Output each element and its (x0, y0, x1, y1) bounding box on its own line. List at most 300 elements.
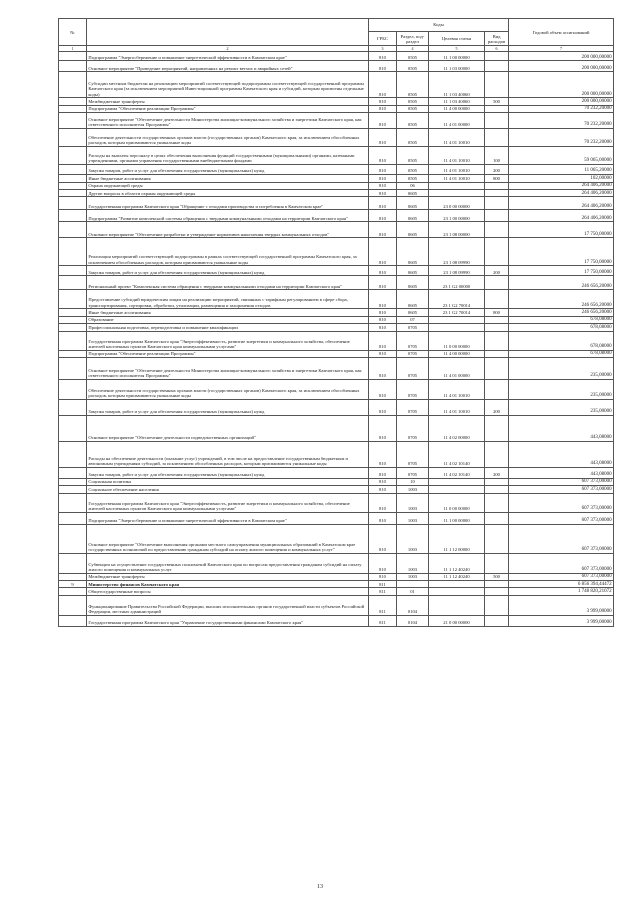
row-number (59, 512, 87, 524)
row-amount: 1 748 820,21072 (509, 588, 614, 595)
row-number (59, 309, 87, 316)
row-number (59, 105, 87, 112)
row-expense-type (485, 61, 509, 72)
row-grbs: 810 (369, 357, 397, 379)
row-grbs: 810 (369, 113, 397, 129)
row-name: Обеспечение деятельности государственных органов власти (государственных органов) Камчатского края, за исключением обособленных расходов, которым присваиваются уникальные коды (87, 379, 369, 399)
row-name: Подпрограмма "Развитие комплексной системы обращения с твердыми коммунальными отходами на территории Камчатского края" (87, 210, 369, 222)
row-grbs: 811 (369, 595, 397, 615)
row-number (59, 238, 87, 266)
table-row (59, 331, 614, 350)
row-target: 23 1 08 09990 (429, 266, 485, 276)
row-name: Государственная программа Камчатского края "Обращение с отходами производства и потребления в Камчатском крае" (87, 197, 369, 210)
header-name (87, 19, 369, 46)
row-amount: 607 373,00000 (509, 486, 614, 493)
table-row (59, 512, 614, 524)
row-expense-type (485, 189, 509, 196)
row-number (59, 467, 87, 478)
row-grbs: 810 (369, 415, 397, 441)
table-row (59, 197, 614, 210)
row-number (59, 61, 87, 72)
table-row (59, 210, 614, 222)
row-name: Основное мероприятие "Обеспечение деятельности подведомственных организаций" (87, 415, 369, 441)
row-grbs: 810 (369, 467, 397, 478)
table-row (59, 129, 614, 147)
table-row (59, 309, 614, 316)
row-grbs: 810 (369, 189, 397, 196)
row-section: 0605 (397, 276, 429, 290)
row-name: Основное мероприятие "Обеспечение деятельности Министерства жилищно-коммунального хозяйства и энергетики Камчатского края, как ответственного исполнителя Программы" (87, 357, 369, 379)
row-section: 0505 (397, 98, 429, 105)
row-amount: 678,08000 (509, 316, 614, 323)
row-expense-type (485, 595, 509, 615)
row-number (59, 573, 87, 580)
row-amount: 70 232,20000 (509, 105, 614, 112)
row-grbs: 810 (369, 512, 397, 524)
table-row (59, 182, 614, 189)
row-number (59, 379, 87, 399)
row-section: 0705 (397, 399, 429, 415)
row-grbs: 811 (369, 615, 397, 626)
row-target: 11 4 01 10010 (429, 147, 485, 165)
row-amount: 102,00000 (509, 175, 614, 182)
row-target: 11 0 00 00000 (429, 493, 485, 512)
row-name: Иные бюджетные ассигнования (87, 309, 369, 316)
row-name: Подпрограмма "Обеспечение реализации Программы" (87, 350, 369, 357)
row-expense-type (485, 290, 509, 309)
row-target: 11 1 12 40240 (429, 573, 485, 580)
row-section: 0104 (397, 615, 429, 626)
row-number (59, 357, 87, 379)
row-expense-type (485, 415, 509, 441)
row-number (59, 493, 87, 512)
row-name: Общегосударственные вопросы (87, 588, 369, 595)
row-grbs: 810 (369, 182, 397, 189)
row-target: 11 4 01 10010 (429, 379, 485, 399)
table-row (59, 98, 614, 105)
row-expense-type: 200 (485, 165, 509, 175)
row-name: Иные бюджетные ассигнования (87, 175, 369, 182)
row-name: Региональный проект "Комплексная система обращения с твердыми коммунальными отходами на территории Камчатского края" (87, 276, 369, 290)
table-row (59, 493, 614, 512)
row-name: Субвенции на осуществление государственных полномочий Камчатского края по вопросам предоставления гражданам субсидий на оплату жилого помещения и коммунальных услуг (87, 553, 369, 573)
row-name: Профессиональная подготовка, переподготовка и повышение квалификации (87, 324, 369, 331)
row-section: 0505 (397, 147, 429, 165)
row-number (59, 222, 87, 238)
table-row (59, 105, 614, 112)
table-row (59, 379, 614, 399)
row-expense-type (485, 222, 509, 238)
row-expense-type (485, 524, 509, 553)
table-row (59, 524, 614, 553)
row-grbs: 810 (369, 399, 397, 415)
budget-table (58, 18, 614, 627)
row-expense-type (485, 581, 509, 588)
row-section: 1003 (397, 524, 429, 553)
row-section: 10 (397, 478, 429, 485)
table-row (59, 147, 614, 165)
row-expense-type: 500 (485, 573, 509, 580)
row-grbs: 810 (369, 266, 397, 276)
row-amount: 607 373,00000 (509, 512, 614, 524)
table-row (59, 189, 614, 196)
row-name: Основное мероприятие "Обеспечение выполнения органами местного самоуправления муниципальных образований в Камчатском крае государственных полномочий по предоставлению гражданам субсидий на оплату жилого помещения и коммунальных услуг" (87, 524, 369, 553)
col-number: 3 (369, 46, 397, 52)
row-grbs: 810 (369, 379, 397, 399)
row-number (59, 165, 87, 175)
row-number (59, 72, 87, 98)
table-row (59, 222, 614, 238)
row-name: Закупка товаров, работ и услуг для обеспечения государственных (муниципальных) нужд (87, 165, 369, 175)
table-row (59, 478, 614, 485)
row-target: 11 4 02 10140 (429, 441, 485, 467)
row-number (59, 129, 87, 147)
row-amount: 607 373,00000 (509, 524, 614, 553)
row-name: Расходы на выплаты персоналу в целях обеспечения выполнения функций государственными (муниципальными) органами, казенными учреждениями, органами управления государственными внебюджетными фондами (87, 147, 369, 165)
row-number (59, 415, 87, 441)
table-row (59, 165, 614, 175)
row-number (59, 350, 87, 357)
table-row (59, 238, 614, 266)
row-target: 11 4 01 10010 (429, 165, 485, 175)
row-grbs: 810 (369, 175, 397, 182)
row-target (429, 478, 485, 485)
row-amount: 264 406,20000 (509, 197, 614, 210)
row-expense-type (485, 182, 509, 189)
row-name: Государственная программа Камчатского края "Энергоэффективность, развитие энергетики и коммунального хозяйства, обеспечение жителей населенных пунктов Камчатского края коммунальными услугами" (87, 331, 369, 350)
row-grbs: 810 (369, 290, 397, 309)
row-section: 1003 (397, 512, 429, 524)
row-target: 11 4 02 10140 (429, 467, 485, 478)
row-grbs: 810 (369, 350, 397, 357)
row-name: Субсидии местным бюджетам на реализацию мероприятий соответствующей подпрограммы соответствующей государственной программы Камчатского края (за исключением мероприятий Инвестиционной программы Камчатского края и субсидий, которым присвоены отдельные коды) (87, 72, 369, 98)
row-section: 1003 (397, 573, 429, 580)
table-row (59, 573, 614, 580)
row-grbs: 810 (369, 486, 397, 493)
table-row (59, 399, 614, 415)
row-expense-type: 800 (485, 175, 509, 182)
row-number (59, 98, 87, 105)
row-target (429, 324, 485, 331)
row-section: 0505 (397, 113, 429, 129)
row-amount: 200 000,00000 (509, 98, 614, 105)
row-target: 11 4 01 00000 (429, 113, 485, 129)
row-grbs: 811 (369, 581, 397, 588)
row-number (59, 588, 87, 595)
row-amount: 678,08000 (509, 331, 614, 350)
row-name: Подпрограмма "Энергосбережение и повышение энергетической эффективности в Камчатском крае" (87, 52, 369, 61)
row-expense-type (485, 316, 509, 323)
row-name: Основное мероприятие "Проведение мероприятий, направленных на ремонт ветхих и аварийных сетей" (87, 61, 369, 72)
row-amount: 607 373,00000 (509, 553, 614, 573)
row-target: 11 0 00 00000 (429, 331, 485, 350)
row-grbs: 810 (369, 276, 397, 290)
row-section: 0705 (397, 357, 429, 379)
row-name: Государственная программа Камчатского края "Управление государственными финансами Камчатского края" (87, 615, 369, 626)
row-expense-type: 200 (485, 467, 509, 478)
col-number: 5 (429, 46, 485, 52)
row-target: 11 4 01 00000 (429, 357, 485, 379)
row-target: 11 1 12 40240 (429, 553, 485, 573)
row-section: 0605 (397, 266, 429, 276)
row-amount: 264 406,20000 (509, 210, 614, 222)
row-number (59, 399, 87, 415)
row-target (429, 189, 485, 196)
row-target: 11 4 00 00000 (429, 350, 485, 357)
row-target: 11 4 01 10010 (429, 129, 485, 147)
row-grbs: 811 (369, 588, 397, 595)
row-section: 0505 (397, 175, 429, 182)
row-number (59, 210, 87, 222)
row-name: Межбюджетные трансферты (87, 98, 369, 105)
row-number: 9 (59, 581, 87, 588)
row-target (429, 182, 485, 189)
table-row (59, 615, 614, 626)
table-row (59, 588, 614, 595)
row-grbs: 810 (369, 210, 397, 222)
row-grbs: 810 (369, 238, 397, 266)
row-name: Социальное обеспечение населения (87, 486, 369, 493)
row-expense-type (485, 553, 509, 573)
row-expense-type: 200 (485, 266, 509, 276)
row-name: Основное мероприятие "Обеспечение деятельности Министерства жилищно-коммунального хозяйства и энергетики Камчатского края, как ответственного исполнителя Программы" (87, 113, 369, 129)
row-section: 0705 (397, 467, 429, 478)
row-number (59, 113, 87, 129)
row-grbs: 810 (369, 98, 397, 105)
row-expense-type (485, 357, 509, 379)
row-amount: 678,08000 (509, 350, 614, 357)
row-name: Другие вопросы в области охраны окружающей среды (87, 189, 369, 196)
row-section: 0605 (397, 189, 429, 196)
row-number (59, 147, 87, 165)
row-name: Подпрограмма "Энергосбережение и повышение энергетической эффективности в Камчатском крае" (87, 512, 369, 524)
row-amount: 264 406,20000 (509, 182, 614, 189)
row-expense-type (485, 52, 509, 61)
table-row (59, 553, 614, 573)
row-section: 01 (397, 588, 429, 595)
row-expense-type (485, 197, 509, 210)
row-grbs: 810 (369, 324, 397, 331)
row-expense-type (485, 588, 509, 595)
row-number (59, 189, 87, 196)
row-grbs: 810 (369, 493, 397, 512)
row-grbs: 810 (369, 52, 397, 61)
header-annual-volume: Годовой объем ассигнований (509, 19, 614, 46)
header-expense-type: Вид расходов (485, 32, 509, 46)
page-number: 13 (317, 884, 323, 890)
row-expense-type: 800 (485, 309, 509, 316)
table-row (59, 486, 614, 493)
row-number (59, 615, 87, 626)
row-number (59, 595, 87, 615)
row-amount: 235,00000 (509, 379, 614, 399)
row-amount: 3 999,00000 (509, 615, 614, 626)
row-target: 11 1 03 40060 (429, 72, 485, 98)
row-number (59, 52, 87, 61)
row-number (59, 478, 87, 485)
row-section: 0705 (397, 441, 429, 467)
row-target: 23 1 08 00000 (429, 222, 485, 238)
row-target: 23 1 G2 00000 (429, 276, 485, 290)
col-number: 6 (485, 46, 509, 52)
row-expense-type (485, 379, 509, 399)
row-target: 23 0 00 00000 (429, 197, 485, 210)
header-grbs: ГРБС (369, 32, 397, 46)
row-section: 0505 (397, 52, 429, 61)
row-grbs: 810 (369, 316, 397, 323)
row-amount: 235,00000 (509, 357, 614, 379)
row-section: 0605 (397, 238, 429, 266)
row-grbs: 810 (369, 553, 397, 573)
row-grbs: 810 (369, 309, 397, 316)
row-expense-type (485, 129, 509, 147)
row-grbs: 810 (369, 72, 397, 98)
row-amount: 200 000,00000 (509, 72, 614, 98)
row-section: 06 (397, 182, 429, 189)
table-row (59, 415, 614, 441)
row-name: Закупка товаров, работ и услуг для обеспечения государственных (муниципальных) нужд (87, 467, 369, 478)
header-num: № (59, 19, 87, 46)
row-name: Образование (87, 316, 369, 323)
table-row (59, 266, 614, 276)
row-target: 11 1 00 00000 (429, 52, 485, 61)
row-section: 0505 (397, 105, 429, 112)
table-row (59, 467, 614, 478)
row-grbs: 810 (369, 61, 397, 72)
row-target (429, 581, 485, 588)
row-amount: 3 999,00000 (509, 595, 614, 615)
document-page (58, 18, 613, 627)
row-amount: 443,08000 (509, 441, 614, 467)
row-expense-type: 200 (485, 399, 509, 415)
table-row (59, 175, 614, 182)
row-number (59, 276, 87, 290)
row-expense-type (485, 493, 509, 512)
row-amount: 607 373,00000 (509, 493, 614, 512)
table-row (59, 324, 614, 331)
row-expense-type (485, 238, 509, 266)
row-section: 0104 (397, 595, 429, 615)
row-amount: 70 232,20000 (509, 129, 614, 147)
row-name: Закупка товаров, работ и услуг для обеспечения государственных (муниципальных) нужд (87, 399, 369, 415)
table-row (59, 350, 614, 357)
row-amount: 6 856 394,44472 (509, 581, 614, 588)
row-number (59, 197, 87, 210)
row-amount: 607 373,00000 (509, 478, 614, 485)
row-amount: 246 656,20000 (509, 290, 614, 309)
row-number (59, 182, 87, 189)
row-target: 23 1 08 09990 (429, 238, 485, 266)
row-amount: 200 000,00000 (509, 52, 614, 61)
row-amount: 59 065,00000 (509, 147, 614, 165)
row-name: Социальная политика (87, 478, 369, 485)
col-number: 4 (397, 46, 429, 52)
row-amount: 264 406,20000 (509, 189, 614, 196)
row-amount: 235,00000 (509, 399, 614, 415)
row-section: 0605 (397, 210, 429, 222)
row-expense-type (485, 276, 509, 290)
row-number (59, 553, 87, 573)
row-expense-type (485, 441, 509, 467)
row-expense-type (485, 324, 509, 331)
row-target: 11 1 12 00000 (429, 524, 485, 553)
row-grbs: 810 (369, 129, 397, 147)
col-number: 1 (59, 46, 87, 52)
row-target: 11 4 01 10010 (429, 175, 485, 182)
row-grbs: 810 (369, 197, 397, 210)
table-row (59, 113, 614, 129)
row-grbs: 810 (369, 165, 397, 175)
row-expense-type (485, 478, 509, 485)
row-name: Охрана окружающей среды (87, 182, 369, 189)
row-name: Закупка товаров, работ и услуг для обеспечения государственных (муниципальных) нужд (87, 266, 369, 276)
row-target (429, 595, 485, 615)
col-number: 2 (87, 46, 369, 52)
row-target: 11 4 00 00000 (429, 105, 485, 112)
row-name: Государственная программа Камчатского края "Энергоэффективность, развитие энергетики и коммунального хозяйства, обеспечение жителей населенных пунктов Камчатского края коммунальными услугами" (87, 493, 369, 512)
row-number (59, 266, 87, 276)
row-section: 0705 (397, 350, 429, 357)
row-target: 11 1 03 00000 (429, 61, 485, 72)
row-grbs: 810 (369, 573, 397, 580)
row-number (59, 441, 87, 467)
row-section: 0505 (397, 72, 429, 98)
row-name: Основное мероприятие "Обеспечение разработки и утверждение нормативов накопления твердых коммунальных отходов" (87, 222, 369, 238)
row-amount: 607 373,00000 (509, 573, 614, 580)
row-amount: 200 000,00000 (509, 61, 614, 72)
row-grbs: 810 (369, 524, 397, 553)
row-expense-type (485, 486, 509, 493)
row-target: 23 1 G2 70014 (429, 309, 485, 316)
table-row (59, 276, 614, 290)
row-name: Расходы на обеспечение деятельности (оказание услуг) учреждений, в том числе на предоставление государственным бюджетным и автономным учреждениям субсидий, за исключением обособленных расходов, которым присваиваются уникальные коды (87, 441, 369, 467)
row-section: 0605 (397, 309, 429, 316)
row-section: 0605 (397, 290, 429, 309)
row-target (429, 588, 485, 595)
row-expense-type (485, 350, 509, 357)
row-name: Предоставление субсидий юридическим лицам на реализацию мероприятий, связанных с тарифным регулированием в сфере сбора, транспортирования, сортировки, обработки, утилизации, размещения и захоронения отходов (87, 290, 369, 309)
row-target (429, 316, 485, 323)
row-target: 11 4 01 10010 (429, 399, 485, 415)
row-number (59, 316, 87, 323)
table-row (59, 61, 614, 72)
table-row (59, 441, 614, 467)
row-number (59, 290, 87, 309)
row-expense-type (485, 113, 509, 129)
row-name: Министерство финансов Камчатского края (87, 581, 369, 588)
row-target: 11 4 02 00000 (429, 415, 485, 441)
table-row (59, 52, 614, 61)
row-amount: 70 232,20000 (509, 113, 614, 129)
row-target (429, 486, 485, 493)
row-section: 0505 (397, 165, 429, 175)
row-name: Функционирование Правительства Российской Федерации, высших исполнительных органов государственной власти субъектов Российской Федерации, местных администраций (87, 595, 369, 615)
row-number (59, 175, 87, 182)
row-amount: 17 750,00000 (509, 222, 614, 238)
col-number: 7 (509, 46, 614, 52)
row-amount: 678,08000 (509, 324, 614, 331)
row-expense-type (485, 105, 509, 112)
row-expense-type (485, 72, 509, 98)
row-grbs: 810 (369, 147, 397, 165)
row-grbs: 810 (369, 331, 397, 350)
table-row (59, 72, 614, 98)
row-target: 23 1 00 00000 (429, 210, 485, 222)
row-name: Межбюджетные трансферты (87, 573, 369, 580)
row-section: 0705 (397, 379, 429, 399)
row-section: 0705 (397, 415, 429, 441)
row-expense-type (485, 512, 509, 524)
